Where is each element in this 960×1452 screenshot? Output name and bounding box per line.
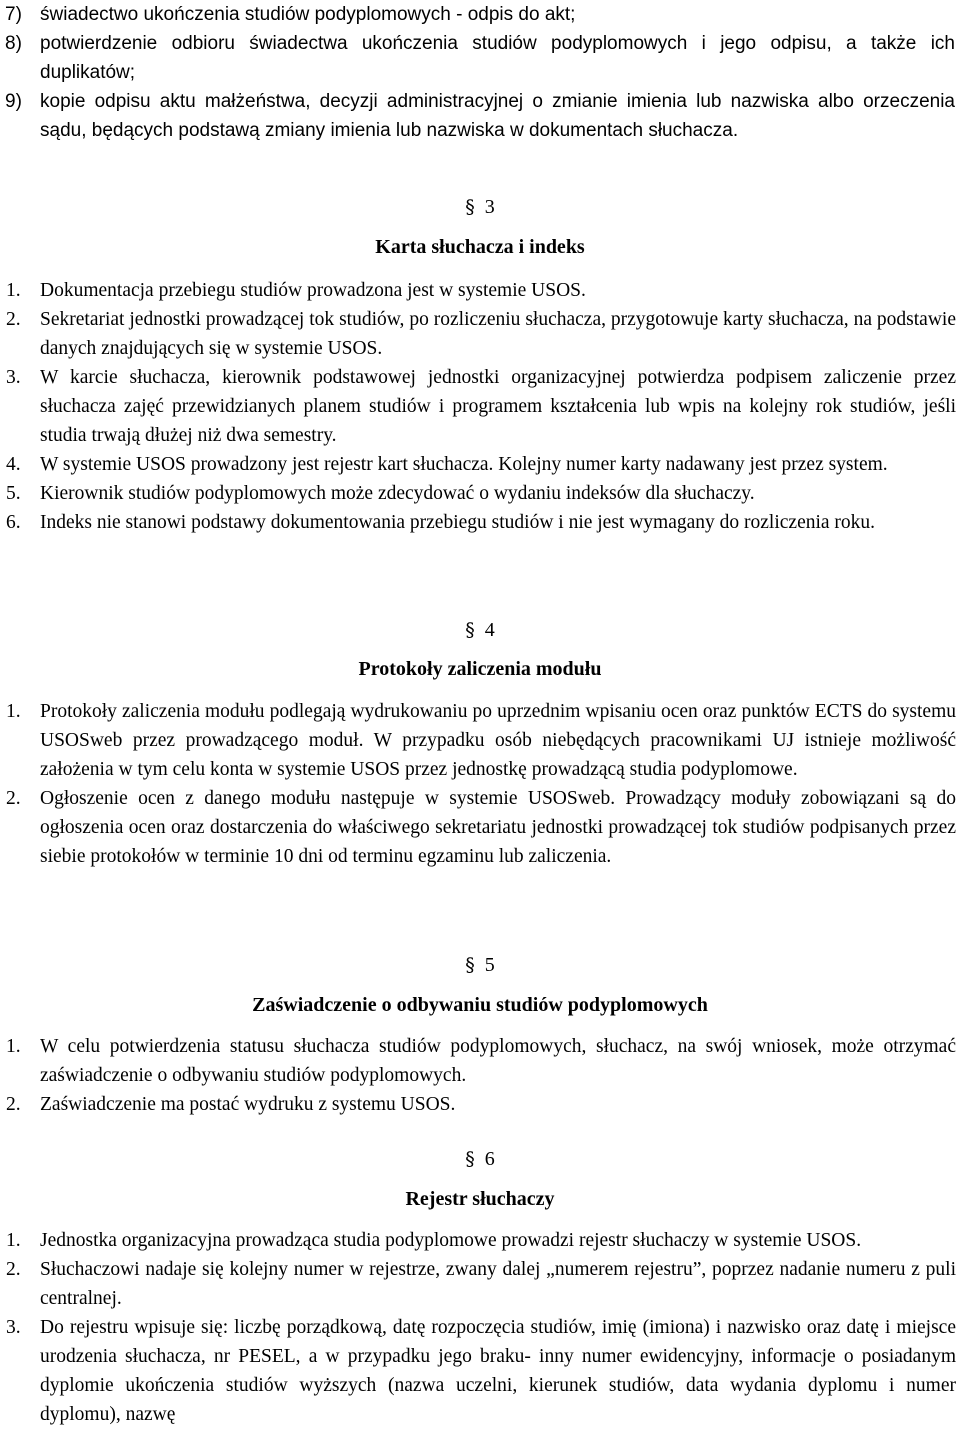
list-item [6, 479, 956, 508]
item-number: 6. [6, 512, 21, 533]
section-number: § 3 [465, 196, 495, 218]
section-title: Karta słuchacza i indeks [375, 236, 585, 258]
item-number: 3. [6, 1317, 21, 1338]
item-text: kopie odpisu aktu małżeństwa, decyzji administracyjnej o zmianie imienia lub nazwiska albo orzeczenia sądu, będących podstawą zmiany imienia lub nazwiska w dokumentach słuchacza. [40, 91, 955, 141]
list-item [6, 1313, 956, 1429]
item-number: 2. [6, 1094, 21, 1115]
list-item [6, 1090, 956, 1119]
list-item [6, 1226, 956, 1255]
paragraph-symbol: § [465, 619, 475, 641]
item-text: Jednostka organizacyjna prowadząca studia podyplomowe prowadzi rejestr słuchaczy w systemie USOS. [40, 1230, 862, 1251]
item-number: 1. [6, 1230, 21, 1251]
section-list [6, 1226, 956, 1429]
list-item [6, 363, 956, 450]
item-number: 7) [5, 4, 22, 25]
item-number: 8) [5, 33, 22, 54]
list-item [6, 1255, 956, 1313]
list-item [6, 697, 956, 784]
item-number: 1. [6, 280, 21, 301]
list-item [6, 450, 956, 479]
list-item [6, 276, 956, 305]
item-number: 3. [6, 367, 21, 388]
item-text: Protokoły zaliczenia modułu podlegają wydrukowaniu po uprzednim wpisaniu ocen oraz punktów ECTS do systemu USOSweb przez prowadzącego moduł. W przypadku osób niebędących pracownikami UJ istnieje możliwość założenia w tym celu konta w systemie USOS przez jednostkę prowadzącą studia podyplomowe. [40, 701, 956, 780]
item-text: Do rejestru wpisuje się: liczbę porządkową, datę rozpoczęcia studiów, imię (imiona) i nazwisko oraz datę i miejsce urodzenia słuchacza, nr PESEL, a w przypadku jego braku- inny numer ewidencyjny, informacje o posiadanym dyplomie ukończenia studiów wyższych (nazwa uczelni, kierunek studiów, data wydania dyplomu i numer dyplomu), nazwę [40, 1317, 956, 1425]
paragraph-symbol: § [465, 196, 475, 218]
list-item [6, 1032, 956, 1090]
item-text: Indeks nie stanowi podstawy dokumentowania przebiegu studiów i nie jest wymagany do rozliczenia roku. [40, 512, 876, 533]
item-text: Zaświadczenie ma postać wydruku z systemu USOS. [40, 1094, 456, 1115]
section-title: Rejestr słuchaczy [405, 1188, 555, 1210]
section-title: Protokoły zaliczenia modułu [358, 658, 602, 680]
item-text: W celu potwierdzenia statusu słuchacza studiów podyplomowych, słuchacz, na swój wniosek, może otrzymać zaświadczenie o odbywaniu studiów podyplomowych. [40, 1036, 956, 1086]
paragraph-symbol: § [465, 954, 475, 976]
list-item [6, 305, 956, 363]
list-item [5, 0, 955, 29]
list-item [6, 508, 956, 537]
section-number: § 6 [465, 1148, 495, 1170]
list-item [5, 29, 955, 87]
section-list [6, 697, 956, 871]
item-text: Sekretariat jednostki prowadzącej tok studiów, po rozliczeniu słuchacza, przygotowuje karty słuchacza, na podstawie danych znajdujących się w systemie USOS. [40, 309, 956, 359]
item-number: 9) [5, 91, 22, 112]
section-number: § 5 [465, 954, 495, 976]
item-text: W karcie słuchacza, kierownik podstawowej jednostki organizacyjnej potwierdza podpisem zaliczenie przez słuchacza zajęć przewidzianych planem studiów i programem kształcenia lub wpis na kolejny rok studiów, jeśli studia trwają dłużej niż dwa semestry. [40, 367, 956, 446]
item-text: Ogłoszenie ocen z danego modułu następuje w systemie USOSweb. Prowadzący moduły zobowiązani są do ogłoszenia ocen oraz dostarczenia do właściwego sekretariatu jednostki prowadzącej tok studiów podpisanych przez siebie protokołów w terminie 10 dni od terminu egzaminu lub zaliczenia. [40, 788, 956, 867]
section-number: § 4 [465, 619, 495, 641]
list-item [5, 87, 955, 145]
item-text: Kierownik studiów podyplomowych może zdecydować o wydaniu indeksów dla słuchaczy. [40, 483, 755, 504]
item-number: 2. [6, 1259, 21, 1280]
item-number: 1. [6, 701, 21, 722]
item-text: świadectwo ukończenia studiów podyplomowych - odpis do akt; [40, 4, 576, 25]
section-list [6, 1032, 956, 1119]
item-number: 2. [6, 309, 21, 330]
item-text: Słuchaczowi nadaje się kolejny numer w rejestrze, zwany dalej „numerem rejestru”, poprzez nadanie numeru z puli centralnej. [40, 1259, 956, 1309]
item-text: Dokumentacja przebiegu studiów prowadzona jest w systemie USOS. [40, 280, 586, 301]
item-number: 2. [6, 788, 21, 809]
section-list [6, 276, 956, 537]
section-title: Zaświadczenie o odbywaniu studiów podyplomowych [252, 994, 708, 1016]
item-text: W systemie USOS prowadzony jest rejestr kart słuchacza. Kolejny numer karty nadawany jest przez system. [40, 454, 888, 475]
item-number: 5. [6, 483, 21, 504]
list-item [6, 784, 956, 871]
item-number: 1. [6, 1036, 21, 1057]
item-text: potwierdzenie odbioru świadectwa ukończenia studiów podyplomowych i jego odpisu, a także ich duplikatów; [40, 33, 955, 83]
paragraph-symbol: § [465, 1148, 475, 1170]
intro-list [5, 0, 955, 145]
item-number: 4. [6, 454, 21, 475]
